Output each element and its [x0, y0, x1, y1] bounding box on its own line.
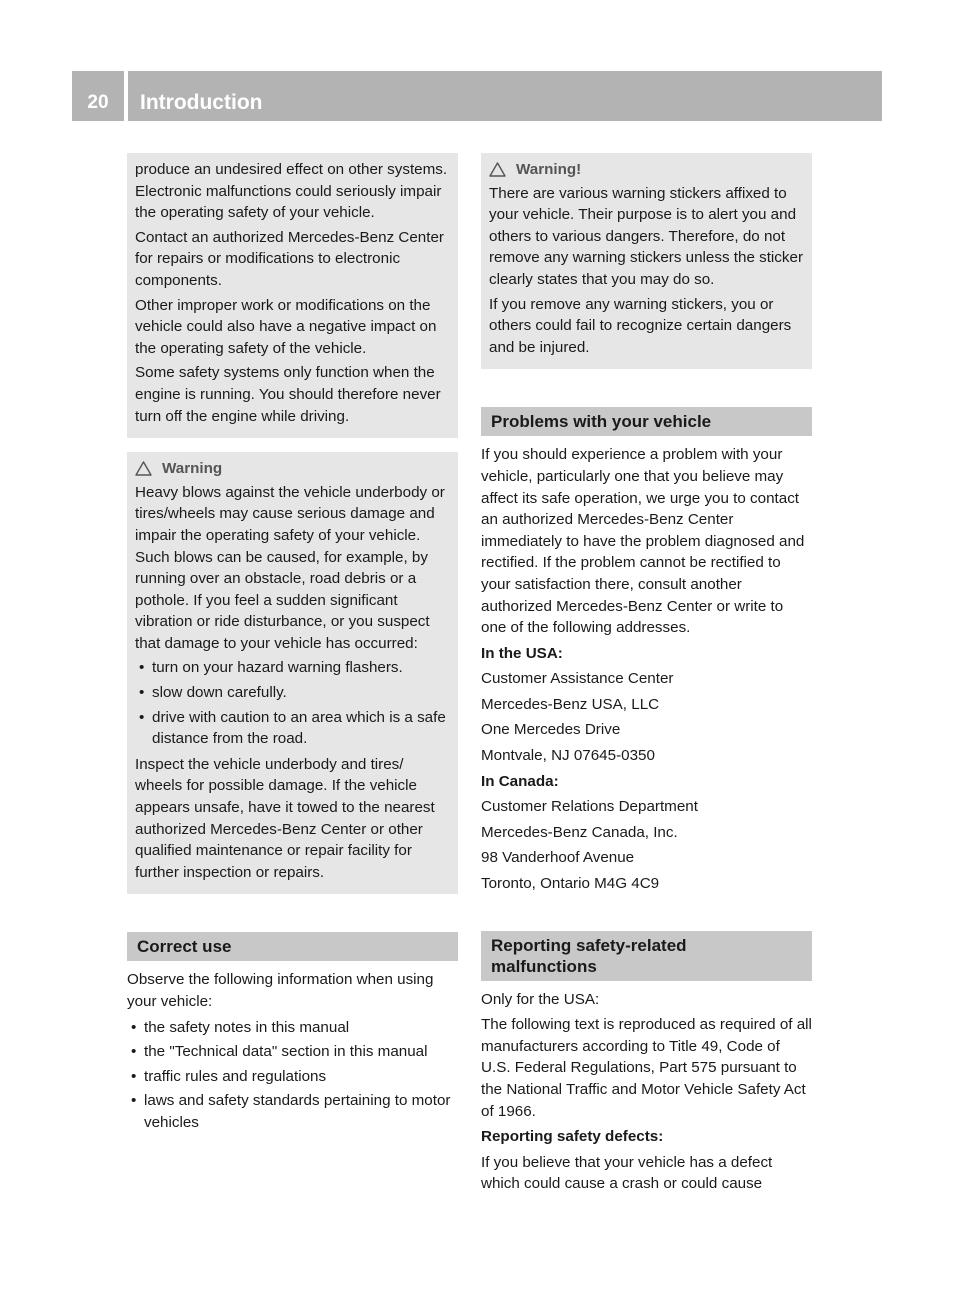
- usa-label: In the USA:: [481, 644, 563, 662]
- problems-body: If you should experience a problem with your vehicle, particularly one that you believe may affect its safe operation, we urge you to contact an authorized Mercedes-Benz Center immediately to have the problem diagnosed and rectified. If the problem cannot be rectified to your satisfaction there, consult another authorized Mercedes-Benz Center or write to one of the following addresses.: [481, 446, 805, 637]
- box-paragraph-2: Contact an authorized Mercedes-Benz Center for repairs or modifications to electronic components.: [135, 228, 444, 289]
- list-item: • traffic rules and regulations: [127, 1066, 458, 1088]
- heading-line: malfunctions: [491, 956, 597, 976]
- defects-body: If you believe that your vehicle has a defect which could cause a crash or could cause: [481, 1153, 773, 1193]
- address-line: Customer Relations Department: [481, 798, 698, 816]
- section-heading-correct-use: Correct use: [127, 932, 458, 961]
- address-line: Mercedes-Benz Canada, Inc.: [481, 823, 678, 841]
- header-divider: [124, 71, 128, 121]
- page-title: Introduction: [140, 91, 263, 114]
- box-paragraph-3: Other improper work or modifications on the vehicle could also have a negative impact on the operating safety of the vehicle.: [135, 296, 437, 357]
- warning-bullet-list: [135, 657, 450, 749]
- warning-title: Warning: [162, 460, 223, 478]
- address-line: Toronto, Ontario M4G 4C9: [481, 875, 660, 893]
- address-line: Montvale, NJ 07645-0350: [481, 747, 655, 765]
- warning-heading: [135, 458, 450, 480]
- warning-title: Warning!: [516, 161, 582, 178]
- warning-intro: Heavy blows against the vehicle underbody or tires/wheels may cause serious damage and impair the operating safety of your vehicle. Such blows can be caused, for example, by running over an obstacle, road debris or a pothole. If you feel a sudden significant vibration or ride disturbance, or you suspect that damage to your vehicle has occurred:: [135, 483, 445, 652]
- box-paragraph-4: Some safety systems only function when the engine is running. You should therefore never turn off the engine while driving.: [135, 364, 441, 425]
- warning-box: [127, 452, 458, 894]
- only-usa-note: Only for the USA:: [481, 990, 600, 1008]
- list-item: • turn on your hazard warning flashers.: [135, 657, 450, 679]
- list-item: • drive with caution to an area which is a safe distance from the road.: [135, 707, 450, 750]
- section-heading-problems: Problems with your vehicle: [481, 407, 812, 436]
- list-item: • slow down carefully.: [135, 682, 450, 704]
- address-line: Customer Assistance Center: [481, 670, 674, 688]
- warning-triangle-icon: [489, 162, 506, 177]
- box-paragraph-1: produce an undesired effect on other systems. Electronic malfunctions could seriously impair the operating safety of your vehicle.: [135, 161, 448, 222]
- reporting-body: The following text is reproduced as required of all manufacturers according to Title 49, Code of U.S. Federal Regulations, Part 575 pursuant to the National Traffic and Motor Vehicle Safety Act of 1966.: [481, 1016, 812, 1120]
- correct-use-list: [127, 1017, 458, 1134]
- address-line: 98 Vanderhoof Avenue: [481, 849, 635, 867]
- warning-triangle-icon: [135, 461, 152, 476]
- warning-box-stickers: [481, 153, 812, 369]
- defects-label: Reporting safety defects:: [481, 1128, 664, 1146]
- page-number: 20: [87, 92, 109, 113]
- list-item: • the safety notes in this manual: [127, 1017, 458, 1039]
- section-heading-reporting: [481, 931, 812, 981]
- list-item: • laws and safety standards pertaining to motor vehicles: [127, 1090, 458, 1133]
- right-column: [481, 153, 812, 1199]
- left-column: [127, 153, 458, 1138]
- list-item: • the "Technical data" section in this manual: [127, 1041, 458, 1063]
- heading-line: Reporting safety-related: [491, 935, 687, 955]
- page-header: [72, 71, 882, 121]
- address-line: One Mercedes Drive: [481, 721, 621, 739]
- canada-label: In Canada:: [481, 772, 559, 790]
- warning-paragraph-2: If you remove any warning stickers, you or others could fail to recognize certain dangers and be injured.: [489, 295, 792, 356]
- warning-paragraph-1: There are various warning stickers affixed to your vehicle. Their purpose is to alert you and others to various dangers. Therefore, do not remove any warning stickers unless the sticker clearly states that you may do so.: [489, 184, 803, 288]
- correct-use-intro: Observe the following information when using your vehicle:: [127, 971, 434, 1010]
- warning-outro: Inspect the vehicle underbody and tires/ wheels for possible damage. If the vehicle appears unsafe, have it towed to the nearest authorized Mercedes-Benz Center or other qualified maintenance or repair facility for further inspection or repairs.: [135, 755, 435, 881]
- address-line: Mercedes-Benz USA, LLC: [481, 695, 660, 713]
- warning-heading: [489, 159, 804, 181]
- continuation-box: [127, 153, 458, 438]
